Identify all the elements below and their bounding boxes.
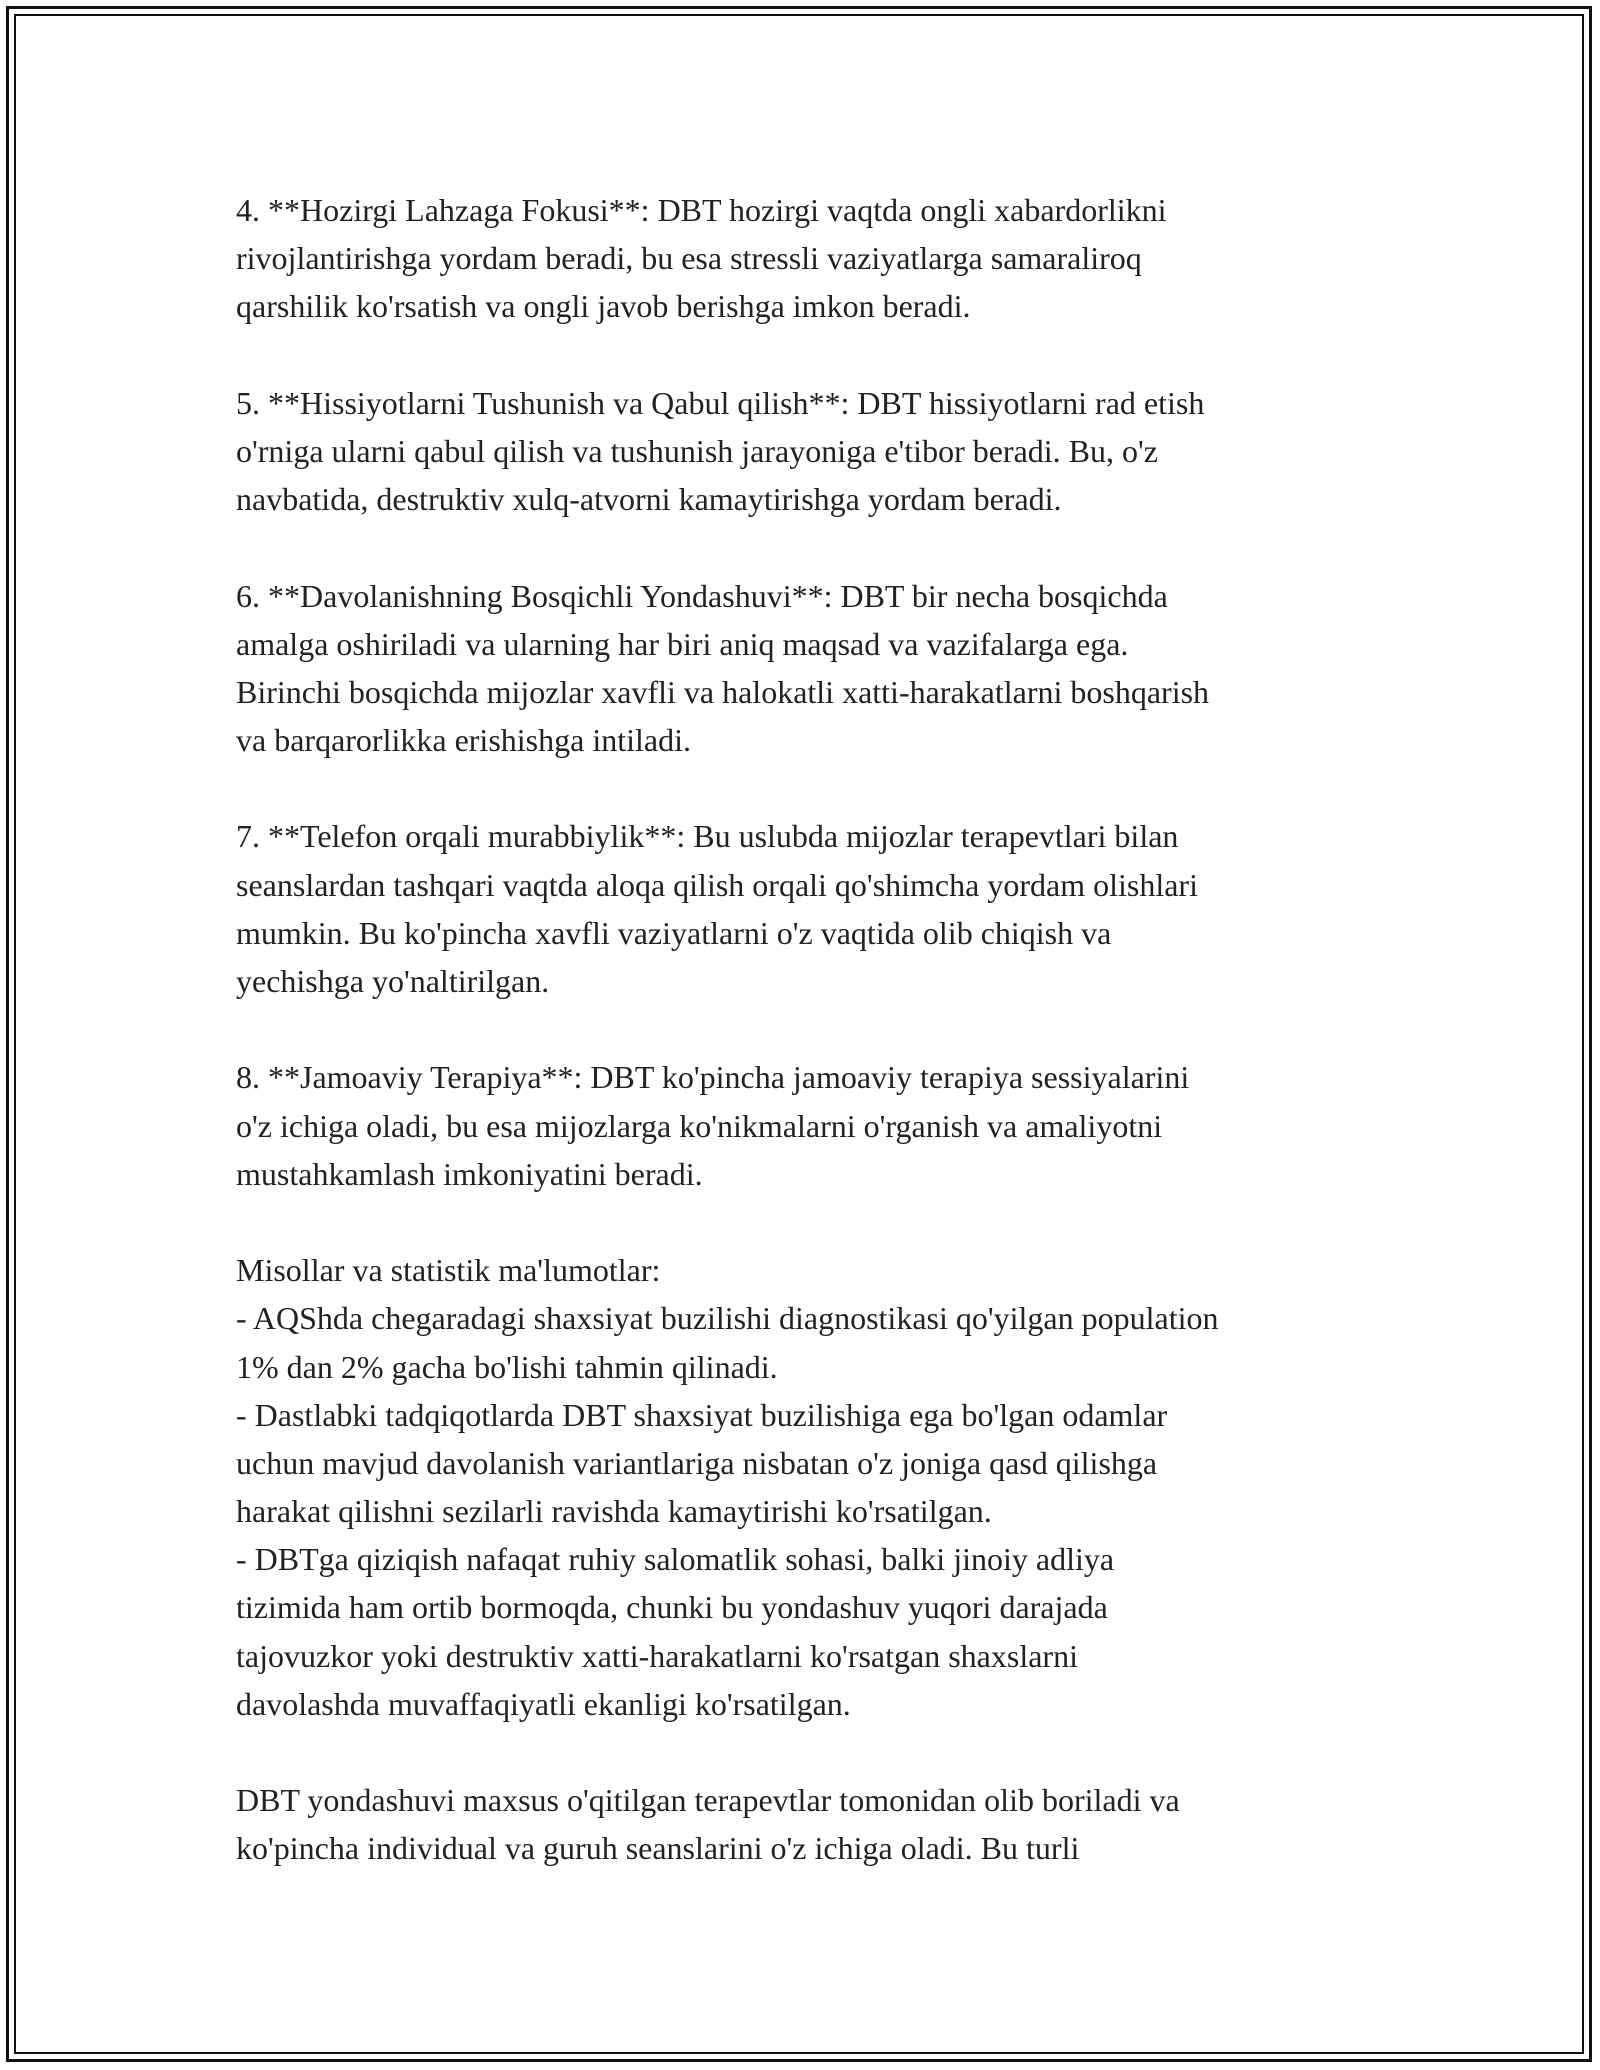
text-line: tizimida ham ortib bormoqda, chunki bu yondashuv yuqori darajada bbox=[236, 1589, 1108, 1626]
paragraph-gap bbox=[236, 1005, 1376, 1053]
text-line: amalga oshiriladi va ularning har biri aniq maqsad va vazifalarga ega. bbox=[236, 625, 1129, 662]
text-line: davolashda muvaffaqiyatli ekanligi ko'rsatilgan. bbox=[236, 1685, 851, 1722]
paragraph-gap bbox=[236, 523, 1376, 571]
text-line: mustahkamlash imkoniyatini beradi. bbox=[236, 1155, 703, 1192]
document-body bbox=[236, 186, 1376, 1873]
text-line: 6. **Davolanishning Bosqichli Yondashuvi**: DBT bir necha bosqichda bbox=[236, 577, 1168, 614]
text-line: o'rniga ularni qabul qilish va tushunish jarayoniga e'tibor beradi. Bu, o'z bbox=[236, 432, 1158, 469]
text-line: 1% dan 2% gacha bo'lishi tahmin qilinadi. bbox=[236, 1348, 778, 1385]
text-line: uchun mavjud davolanish variantlariga nisbatan o'z joniga qasd qilishga bbox=[236, 1444, 1158, 1481]
paragraph bbox=[236, 1776, 1376, 1872]
text-line: tajovuzkor yoki destruktiv xatti-harakatlarni ko'rsatgan shaxslarni bbox=[236, 1637, 1078, 1674]
text-line: yechishga yo'naltirilgan. bbox=[236, 963, 550, 999]
paragraph bbox=[236, 1053, 1376, 1198]
text-line: DBT yondashuvi maxsus o'qitilgan terapevtlar tomonidan olib boriladi va bbox=[236, 1782, 1180, 1819]
paragraph bbox=[236, 572, 1376, 765]
text-line: - DBTga qiziqish nafaqat ruhiy salomatlik sohasi, balki jinoiy adliya bbox=[236, 1541, 1115, 1578]
text-line: Birinchi bosqichda mijozlar xavfli va halokatli xatti-harakatlarni boshqarish bbox=[236, 673, 1210, 710]
text-line: 5. **Hissiyotlarni Tushunish va Qabul qilish**: DBT hissiyotlarni rad etish bbox=[236, 384, 1205, 421]
text-line: 7. **Telefon orqali murabbiylik**: Bu uslubda mijozlar terapevtlari bilan bbox=[236, 818, 1179, 855]
paragraph bbox=[236, 379, 1376, 524]
paragraph-gap bbox=[236, 764, 1376, 812]
text-line: - AQShda chegaradagi shaxsiyat buzilishi diagnostikasi qo'yilgan population bbox=[236, 1300, 1219, 1337]
text-line: mumkin. Bu ko'pincha xavfli vaziyatlarni o'z vaqtida olib chiqish va bbox=[236, 914, 1112, 951]
text-line: ko'pincha individual va guruh seanslarini o'z ichiga oladi. Bu turli bbox=[236, 1830, 1080, 1867]
text-line: seanslardan tashqari vaqtda aloqa qilish orqali qo'shimcha yordam olishlari bbox=[236, 866, 1198, 903]
text-line: navbatida, destruktiv xulq-atvorni kamaytirishga yordam beradi. bbox=[236, 481, 1062, 518]
paragraph bbox=[236, 1246, 1376, 1728]
paragraph-gap bbox=[236, 331, 1376, 379]
text-line: harakat qilishni sezilarli ravishda kamaytirishi ko'rsatilgan. bbox=[236, 1493, 992, 1530]
text-line: 8. **Jamoaviy Terapiya**: DBT ko'pincha jamoaviy terapiya sessiyalarini bbox=[236, 1059, 1190, 1096]
text-line: o'z ichiga oladi, bu esa mijozlarga ko'nikmalarni o'rganish va amaliyotni bbox=[236, 1107, 1163, 1144]
text-line: va barqarorlikka erishishga intiladi. bbox=[236, 722, 691, 759]
text-line: qarshilik ko'rsatish va ongli javob berishga imkon beradi. bbox=[236, 288, 971, 325]
paragraph-gap bbox=[236, 1728, 1376, 1776]
text-line: - Dastlabki tadqiqotlarda DBT shaxsiyat buzilishiga ega bo'lgan odamlar bbox=[236, 1396, 1168, 1433]
paragraph-gap bbox=[236, 1198, 1376, 1246]
paragraph bbox=[236, 186, 1376, 331]
text-line: 4. **Hozirgi Lahzaga Fokusi**: DBT hozirgi vaqtda ongli xabardorlikni bbox=[236, 192, 1167, 228]
text-line: rivojlantirishga yordam beradi, bu esa stressli vaziyatlarga samaraliroq bbox=[236, 240, 1142, 277]
text-line: Misollar va statistik ma'lumotlar: bbox=[236, 1252, 661, 1289]
paragraph bbox=[236, 812, 1376, 1005]
